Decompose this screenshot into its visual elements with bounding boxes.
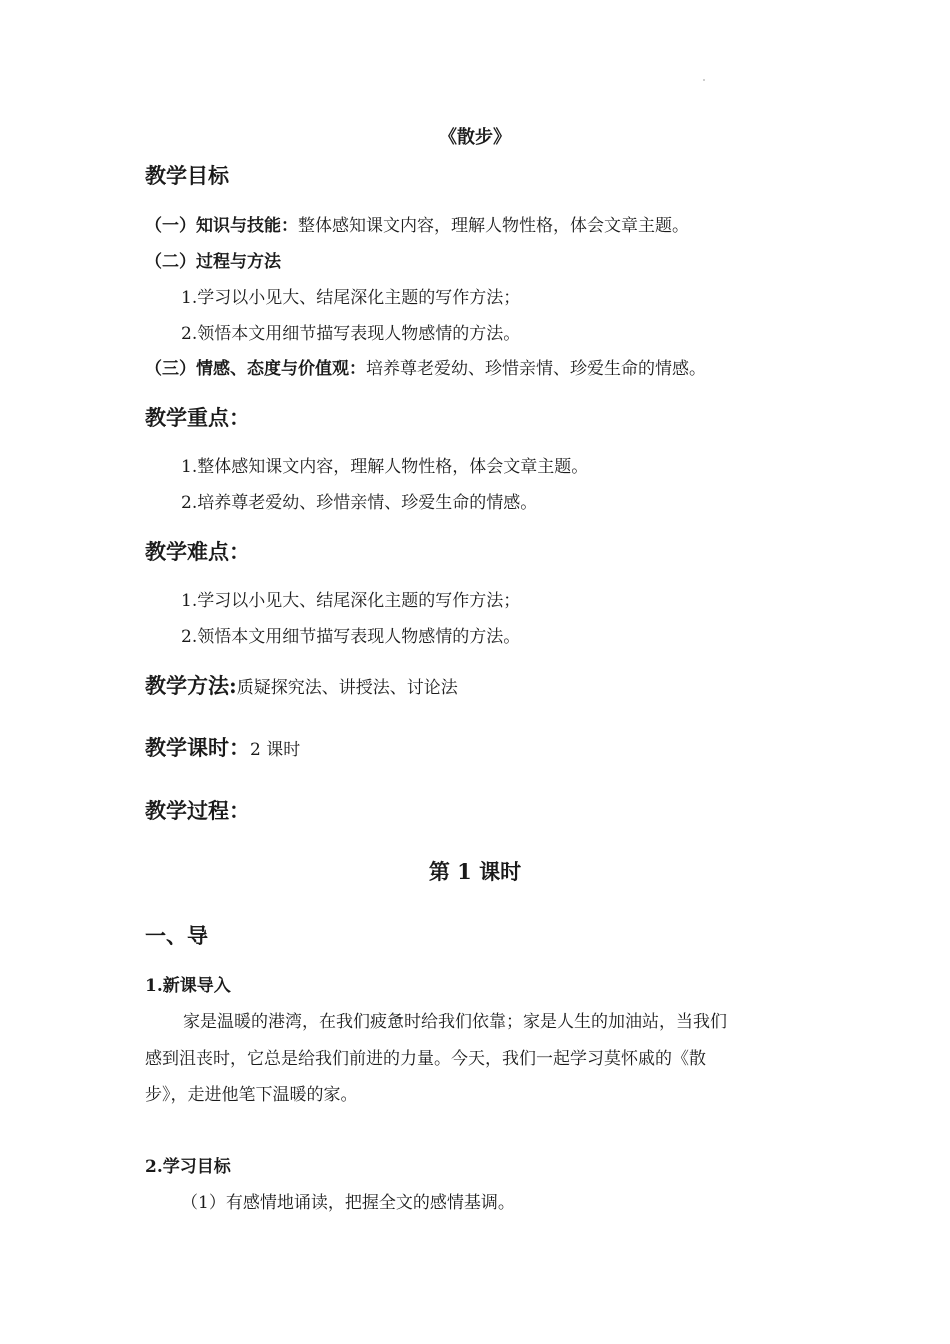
teaching-method-label: 教学方法: [145,673,237,698]
intro-paragraph-line: 感到沮丧时，它总是给我们前进的力量。今天，我们一起学习莫怀戚的《散 [145,1049,706,1069]
intro-paragraph-line: 家是温暖的港湾，在我们疲惫时给我们依靠；家是人生的加油站，当我们 [183,1012,727,1032]
difficult-point-item: 1.学习以小见大、结尾深化主题的写作方法； [181,591,521,611]
objective-emotion-label: （三）情感、态度与价值观： [145,359,366,379]
objective-emotion [145,357,706,381]
lesson-title: 第 1 课时 [428,859,522,884]
objective-process-label: （二）过程与方法 [145,252,281,272]
intro-paragraph-line: 步》，走进他笔下温暖的家。 [145,1085,358,1105]
teaching-hours-label: 教学课时： [145,735,250,760]
objective-knowledge [145,214,689,238]
objective-knowledge-text: 整体感知课文内容，理解人物性格，体会文章主题。 [298,216,689,236]
goal-item: （1）有感情地诵读，把握全文的感情基调。 [181,1193,515,1213]
difficult-points-heading: 教学难点： [145,539,250,564]
teaching-hours-text: 2 课时 [250,740,301,760]
key-points-heading: 教学重点： [145,405,250,430]
objectives-heading: 教学目标 [145,163,229,188]
teaching-method-text: 质疑探究法、讲授法、讨论法 [236,678,458,698]
section-heading: 一、导 [145,923,208,948]
objective-knowledge-label: （一）知识与技能： [145,216,298,236]
key-point-item: 2.培养尊老爱幼、珍惜亲情、珍爱生命的情感。 [181,493,538,513]
teaching-hours [145,734,300,764]
objective-process-item: 1.学习以小见大、结尾深化主题的写作方法； [181,288,521,308]
goals-heading: 2.学习目标 [145,1157,231,1177]
page-mark [703,79,705,81]
intro-heading: 1.新课导入 [145,976,231,996]
objective-emotion-text: 培养尊老爱幼、珍惜亲情、珍爱生命的情感。 [366,359,706,379]
teaching-method [145,672,458,702]
teaching-process-heading: 教学过程： [145,798,250,823]
objective-process-item: 2.领悟本文用细节描写表现人物感情的方法。 [181,324,521,344]
key-point-item: 1.整体感知课文内容，理解人物性格，体会文章主题。 [181,457,589,477]
difficult-point-item: 2.领悟本文用细节描写表现人物感情的方法。 [181,627,521,647]
doc-title: 《散步》 [439,127,511,148]
